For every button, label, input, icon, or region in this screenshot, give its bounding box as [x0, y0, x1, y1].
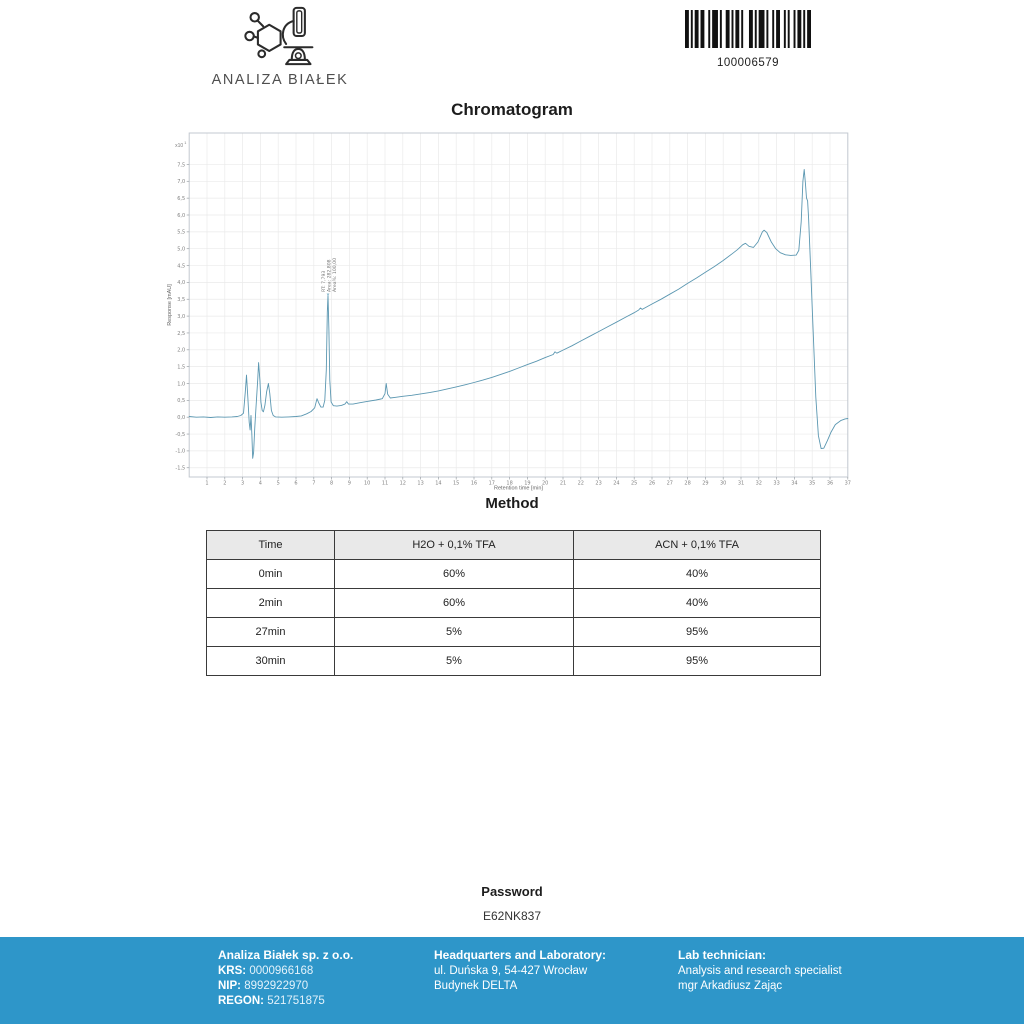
- method-col-h2o: H2O + 0,1% TFA: [335, 531, 574, 560]
- svg-text:23: 23: [595, 480, 602, 487]
- svg-text:28: 28: [684, 480, 691, 487]
- svg-text:4: 4: [258, 480, 262, 487]
- svg-text:1,0: 1,0: [177, 381, 186, 388]
- svg-text:32: 32: [755, 480, 762, 487]
- svg-text:Retention time [min]: Retention time [min]: [494, 485, 543, 492]
- svg-text:6,0: 6,0: [177, 212, 186, 219]
- svg-text:10: 10: [364, 480, 371, 487]
- method-table: [206, 530, 821, 676]
- company-krs: KRS: 0000966168: [218, 965, 314, 978]
- svg-text:3,0: 3,0: [177, 313, 186, 320]
- svg-text:11: 11: [381, 480, 389, 487]
- table-row: [207, 618, 821, 647]
- svg-text:4,0: 4,0: [177, 280, 186, 287]
- svg-text:4,5: 4,5: [177, 263, 186, 270]
- svg-text:7,0: 7,0: [177, 179, 186, 186]
- svg-text:19: 19: [524, 480, 531, 487]
- svg-text:21: 21: [559, 480, 567, 487]
- method-header-row: [207, 531, 821, 560]
- svg-text:25: 25: [631, 480, 638, 487]
- svg-text:1: 1: [184, 141, 187, 145]
- svg-text:15: 15: [453, 480, 460, 487]
- method-col-acn: ACN + 0,1% TFA: [574, 531, 821, 560]
- svg-text:3,5: 3,5: [177, 297, 186, 304]
- cell-acn: 40%: [574, 560, 821, 589]
- svg-text:x10: x10: [175, 143, 184, 149]
- chemistry-microscope-logo-icon: [241, 6, 320, 66]
- password-label: Password: [481, 884, 543, 899]
- svg-text:0,0: 0,0: [177, 415, 186, 421]
- svg-text:20: 20: [542, 480, 549, 487]
- svg-text:13: 13: [417, 480, 424, 487]
- svg-text:29: 29: [702, 480, 709, 487]
- footer: [0, 937, 1024, 1024]
- barcode-block: [685, 10, 811, 69]
- company-name: Analiza Białek sp. z o.o.: [218, 948, 354, 962]
- svg-text:8: 8: [330, 480, 334, 487]
- svg-text:5: 5: [276, 480, 280, 487]
- password-block: [0, 884, 1024, 923]
- company-nip: NIP: 8992922970: [218, 980, 309, 993]
- svg-text:16: 16: [470, 480, 478, 487]
- cell-time: 30min: [207, 647, 335, 676]
- barcode-icon: [685, 10, 811, 48]
- headquarters-building: Budynek DELTA: [434, 980, 518, 993]
- svg-text:30: 30: [720, 480, 727, 487]
- svg-text:7: 7: [312, 480, 316, 487]
- svg-text:6: 6: [294, 480, 298, 487]
- barcode-number: 100006579: [716, 57, 780, 69]
- technician-name: mgr Arkadiusz Zając: [678, 980, 783, 993]
- svg-text:RT: 7,793: RT: 7,793: [322, 270, 328, 292]
- svg-text:26: 26: [648, 480, 656, 487]
- cell-acn: 40%: [574, 589, 821, 618]
- method-title: Method: [485, 495, 539, 512]
- svg-text:9: 9: [347, 480, 351, 487]
- svg-text:24: 24: [613, 480, 620, 487]
- chromatogram-chart: [0, 120, 1024, 495]
- technician-title: Lab technician:: [678, 948, 767, 962]
- svg-text:Area%: 100,00: Area%: 100,00: [333, 257, 339, 292]
- svg-text:33: 33: [773, 480, 780, 487]
- svg-text:18: 18: [506, 480, 513, 487]
- cell-h2o: 60%: [335, 589, 574, 618]
- logo-block: [198, 6, 362, 88]
- table-row: [207, 647, 821, 676]
- cell-h2o: 5%: [335, 647, 574, 676]
- cell-time: 2min: [207, 589, 335, 618]
- headquarters-title: Headquarters and Laboratory:: [434, 948, 607, 962]
- svg-text:27: 27: [666, 480, 673, 487]
- technician-role: Analysis and research specialist: [678, 965, 842, 978]
- svg-text:5,5: 5,5: [177, 229, 186, 236]
- svg-text:7,5: 7,5: [177, 162, 186, 169]
- svg-text:36: 36: [826, 480, 834, 487]
- company-regon: REGON: 521751875: [218, 994, 325, 1007]
- svg-text:2,0: 2,0: [177, 347, 186, 354]
- svg-text:31: 31: [737, 480, 745, 487]
- svg-text:-0,5: -0,5: [175, 431, 186, 438]
- svg-text:6,5: 6,5: [177, 195, 186, 202]
- svg-text:37: 37: [844, 480, 851, 487]
- cell-acn: 95%: [574, 647, 821, 676]
- footer-technician-block: [678, 948, 842, 994]
- svg-text:34: 34: [791, 480, 798, 487]
- headquarters-address: ul. Duńska 9, 54-427 Wrocław: [434, 965, 588, 978]
- svg-text:12: 12: [399, 480, 406, 487]
- cell-acn: 95%: [574, 618, 821, 647]
- svg-text:22: 22: [577, 480, 584, 487]
- svg-text:1: 1: [205, 480, 209, 487]
- svg-text:2: 2: [223, 480, 227, 487]
- chromatogram-title: Chromatogram: [451, 100, 573, 119]
- cell-h2o: 60%: [335, 560, 574, 589]
- svg-text:-1,5: -1,5: [175, 465, 186, 472]
- footer-headquarters-block: [434, 948, 606, 994]
- logo-text: ANALIZA BIAŁEK: [211, 72, 349, 88]
- svg-text:0,5: 0,5: [177, 398, 186, 405]
- table-row: [207, 589, 821, 618]
- svg-text:1,5: 1,5: [177, 364, 186, 371]
- password-value: E62NK837: [482, 909, 542, 923]
- svg-text:2,5: 2,5: [177, 330, 186, 337]
- svg-text:17: 17: [488, 480, 495, 487]
- footer-company-block: [218, 948, 353, 1009]
- svg-text:35: 35: [809, 480, 816, 487]
- table-row: [207, 560, 821, 589]
- svg-text:14: 14: [435, 480, 442, 487]
- svg-text:5,0: 5,0: [177, 246, 186, 253]
- svg-text:3: 3: [241, 480, 245, 487]
- cell-h2o: 5%: [335, 618, 574, 647]
- cell-time: 27min: [207, 618, 335, 647]
- svg-text:Response [mAU]: Response [mAU]: [167, 284, 173, 326]
- method-col-time: Time: [207, 531, 335, 560]
- svg-text:Area: 282,808: Area: 282,808: [327, 259, 333, 292]
- cell-time: 0min: [207, 560, 335, 589]
- svg-text:-1,0: -1,0: [175, 448, 186, 455]
